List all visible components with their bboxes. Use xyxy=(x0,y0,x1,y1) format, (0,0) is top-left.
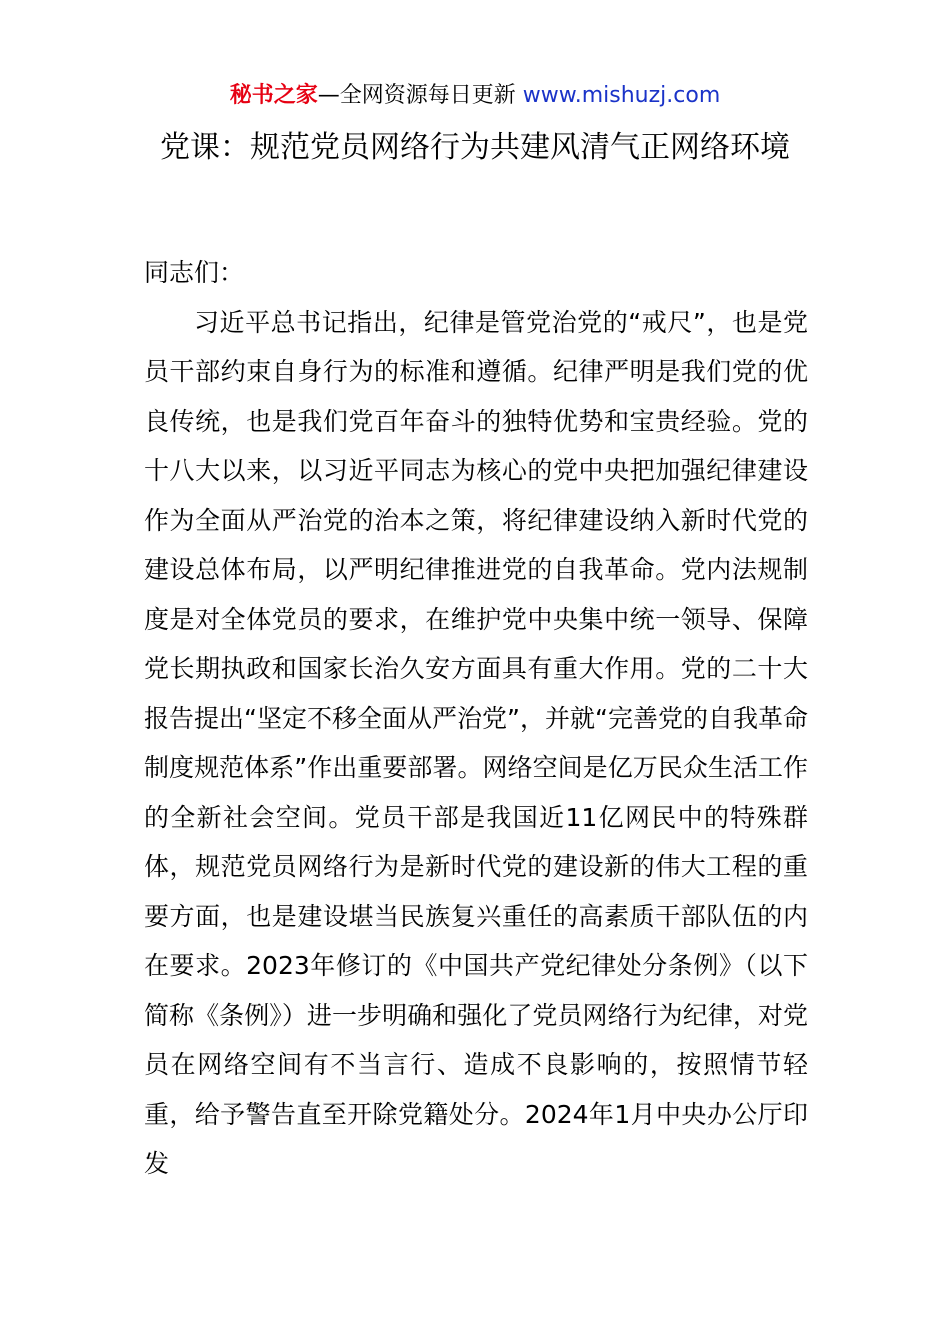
site-tagline: —全网资源每日更新 xyxy=(317,83,523,108)
document-body xyxy=(144,248,808,1189)
site-brand: 秘书之家 xyxy=(229,83,318,108)
body-paragraph: 习近平总书记指出，纪律是管党治党的“戒尺”，也是党员干部约束自身行为的标准和遵循。纪律严明是我们党的优良传统，也是我们党百年奋斗的独特优势和宝贵经验。党的十八大以来，以习近平同志为核心的党中央把加强纪律建设作为全面从严治党的治本之策，将纪律建设纳入新时代党的建设总体布局，以严明纪律推进党的自我革命。党内法规制度是对全体党员的要求，在维护党中央集中统一领导、保障党长期执政和国家长治久安方面具有重大作用。党的二十大报告提出“坚定不移全面从严治党”，并就“完善党的自我革命制度规范体系”作出重要部署。网络空间是亿万民众生活工作的全新社会空间。党员干部是我国近11亿网民中的特殊群体，规范党员网络行为是新时代党的建设新的伟大工程的重要方面，也是建设堪当民族复兴重任的高素质干部队伍的内在要求。2023年修订的《中国共产党纪律处分条例》（以下简称《条例》）进一步明确和强化了党员网络行为纪律，对党员在网络空间有不当言行、造成不良影响的，按照情节轻重，给予警告直至开除党籍处分。2024年1月中央办公厅印发 xyxy=(144,307,808,1178)
document-title: 党课：规范党员网络行为共建风清气正网络环境 xyxy=(160,130,790,165)
salutation: 同志们： xyxy=(144,258,245,287)
site-header xyxy=(0,80,950,112)
site-url-link[interactable]: www.mishuzj.com xyxy=(522,83,721,108)
